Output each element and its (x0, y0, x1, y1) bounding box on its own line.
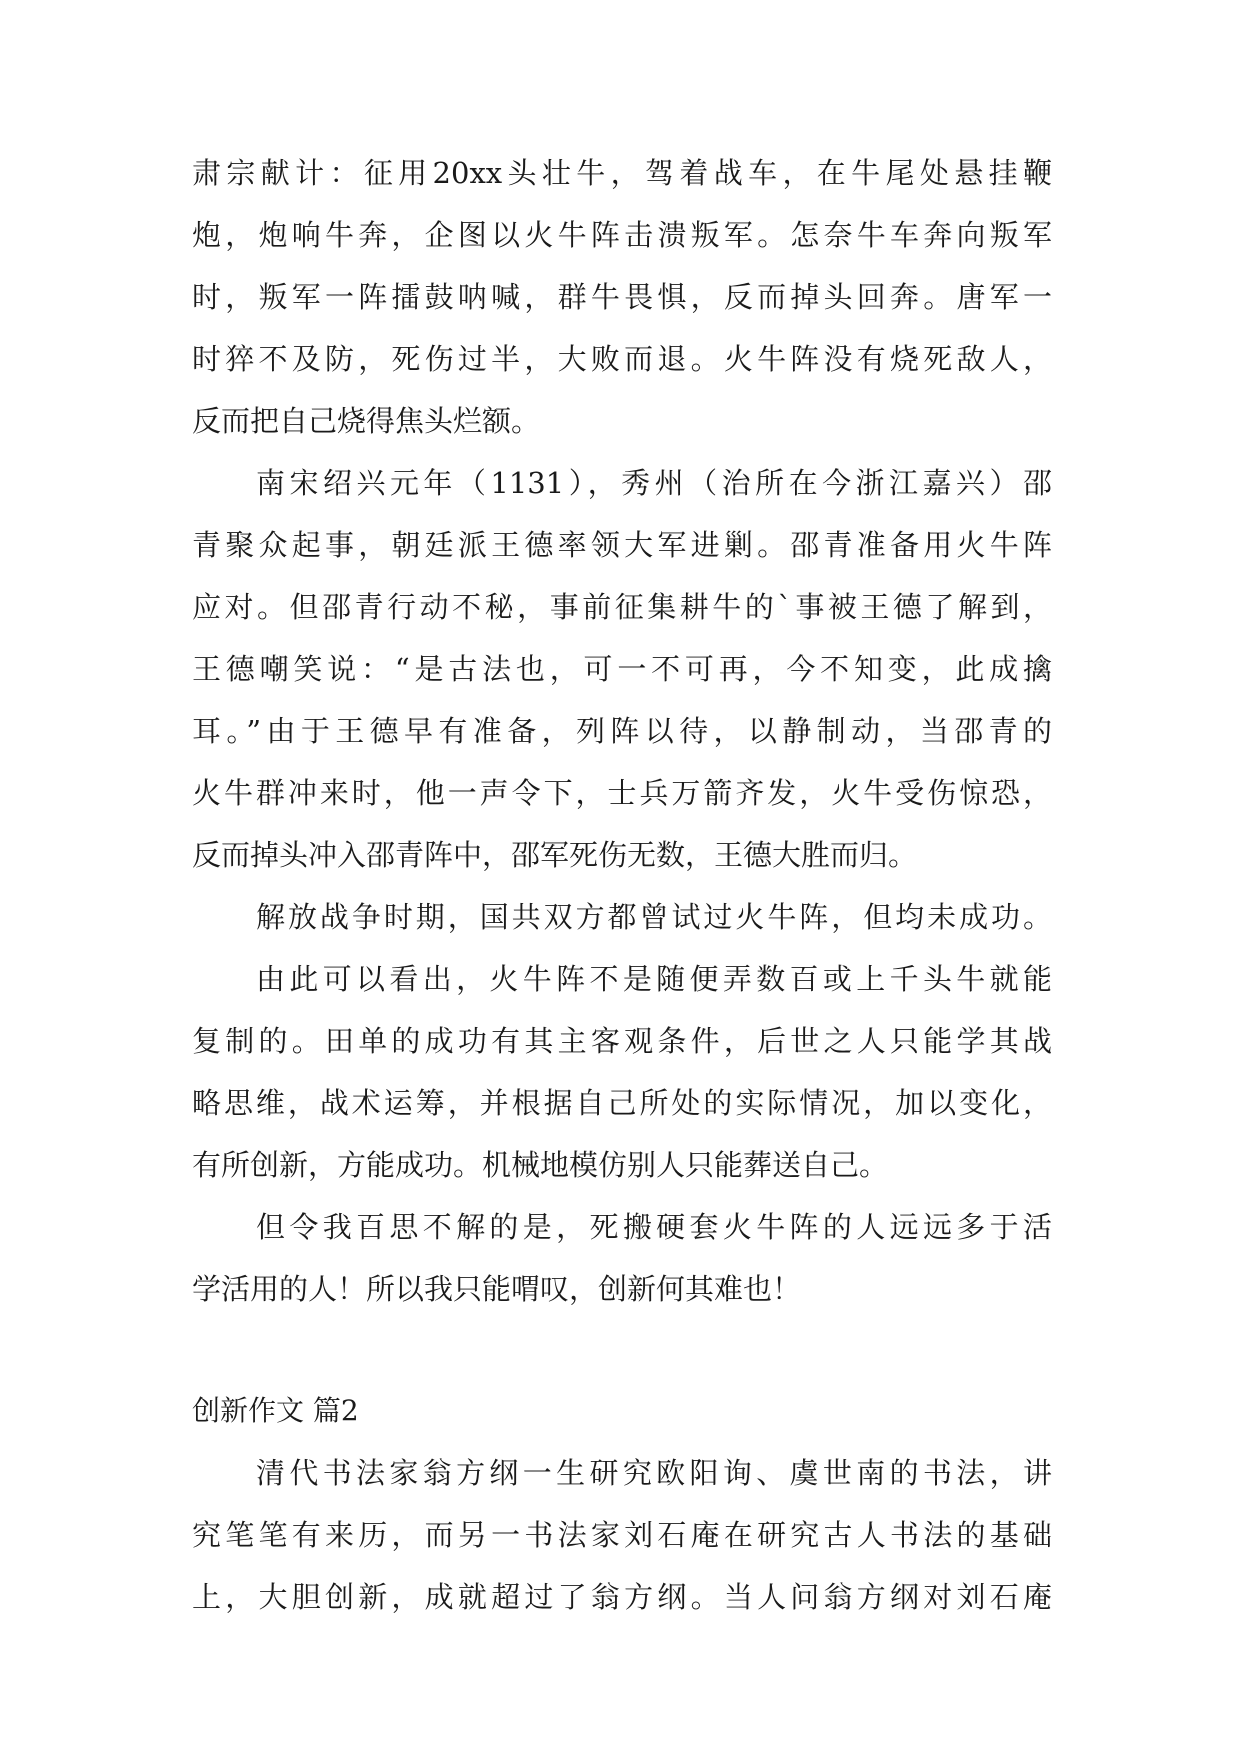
section-heading: 创新作文 篇2 (192, 1394, 359, 1427)
paragraph-line: 但令我百思不解的是，死搬硬套火牛阵的人远远多于活 (256, 1210, 1052, 1244)
paragraph-line: 王德嘲笑说：“是古法也，可一不可再，今不知变，此成擒 (192, 652, 1052, 686)
paragraph-line: 青聚众起事，朝廷派王德率领大军进剿。邵青准备用火牛阵 (192, 528, 1052, 562)
paragraph-line: 炮，炮响牛奔，企图以火牛阵击溃叛军。怎奈牛车奔向叛军 (192, 218, 1052, 252)
paragraph-line: 南宋绍兴元年（1131），秀州（治所在今浙江嘉兴）邵 (256, 466, 1052, 500)
paragraph-line: 清代书法家翁方纲一生研究欧阳询、虞世南的书法，讲 (256, 1456, 1052, 1490)
paragraph-line: 火牛群冲来时，他一声令下，士兵万箭齐发，火牛受伤惊恐， (192, 776, 1052, 810)
paragraph-line: 有所创新，方能成功。机械地模仿别人只能葬送自己。 (192, 1148, 889, 1182)
paragraph-line: 时猝不及防，死伤过半，大败而退。火牛阵没有烧死敌人， (192, 342, 1052, 376)
paragraph-line: 学活用的人！所以我只能喟叹，创新何其难也！ (192, 1272, 802, 1306)
paragraph-line: 究笔笔有来历，而另一书法家刘石庵在研究古人书法的基础 (192, 1518, 1052, 1552)
paragraph-line: 由此可以看出，火牛阵不是随便弄数百或上千头牛就能 (256, 962, 1052, 996)
paragraph-line: 复制的。田单的成功有其主客观条件，后世之人只能学其战 (192, 1024, 1052, 1058)
paragraph-line: 应对。但邵青行动不秘，事前征集耕牛的`事被王德了解到， (192, 590, 1052, 624)
paragraph-line: 时，叛军一阵擂鼓呐喊，群牛畏惧，反而掉头回奔。唐军一 (192, 280, 1052, 314)
paragraph-line: 解放战争时期，国共双方都曾试过火牛阵，但均未成功。 (256, 900, 1052, 934)
paragraph-line: 肃宗献计：征用20xx头壮牛，驾着战车，在牛尾处悬挂鞭 (192, 156, 1052, 190)
paragraph-line: 反而掉头冲入邵青阵中，邵军死伤无数，王德大胜而归。 (192, 838, 918, 872)
paragraph-line: 耳。”由于王德早有准备，列阵以待，以静制动，当邵青的 (192, 714, 1052, 748)
paragraph-line: 反而把自己烧得焦头烂额。 (192, 404, 541, 438)
paragraph-line: 上，大胆创新，成就超过了翁方纲。当人问翁方纲对刘石庵 (192, 1580, 1052, 1614)
paragraph-line: 略思维，战术运筹，并根据自己所处的实际情况，加以变化， (192, 1086, 1052, 1120)
